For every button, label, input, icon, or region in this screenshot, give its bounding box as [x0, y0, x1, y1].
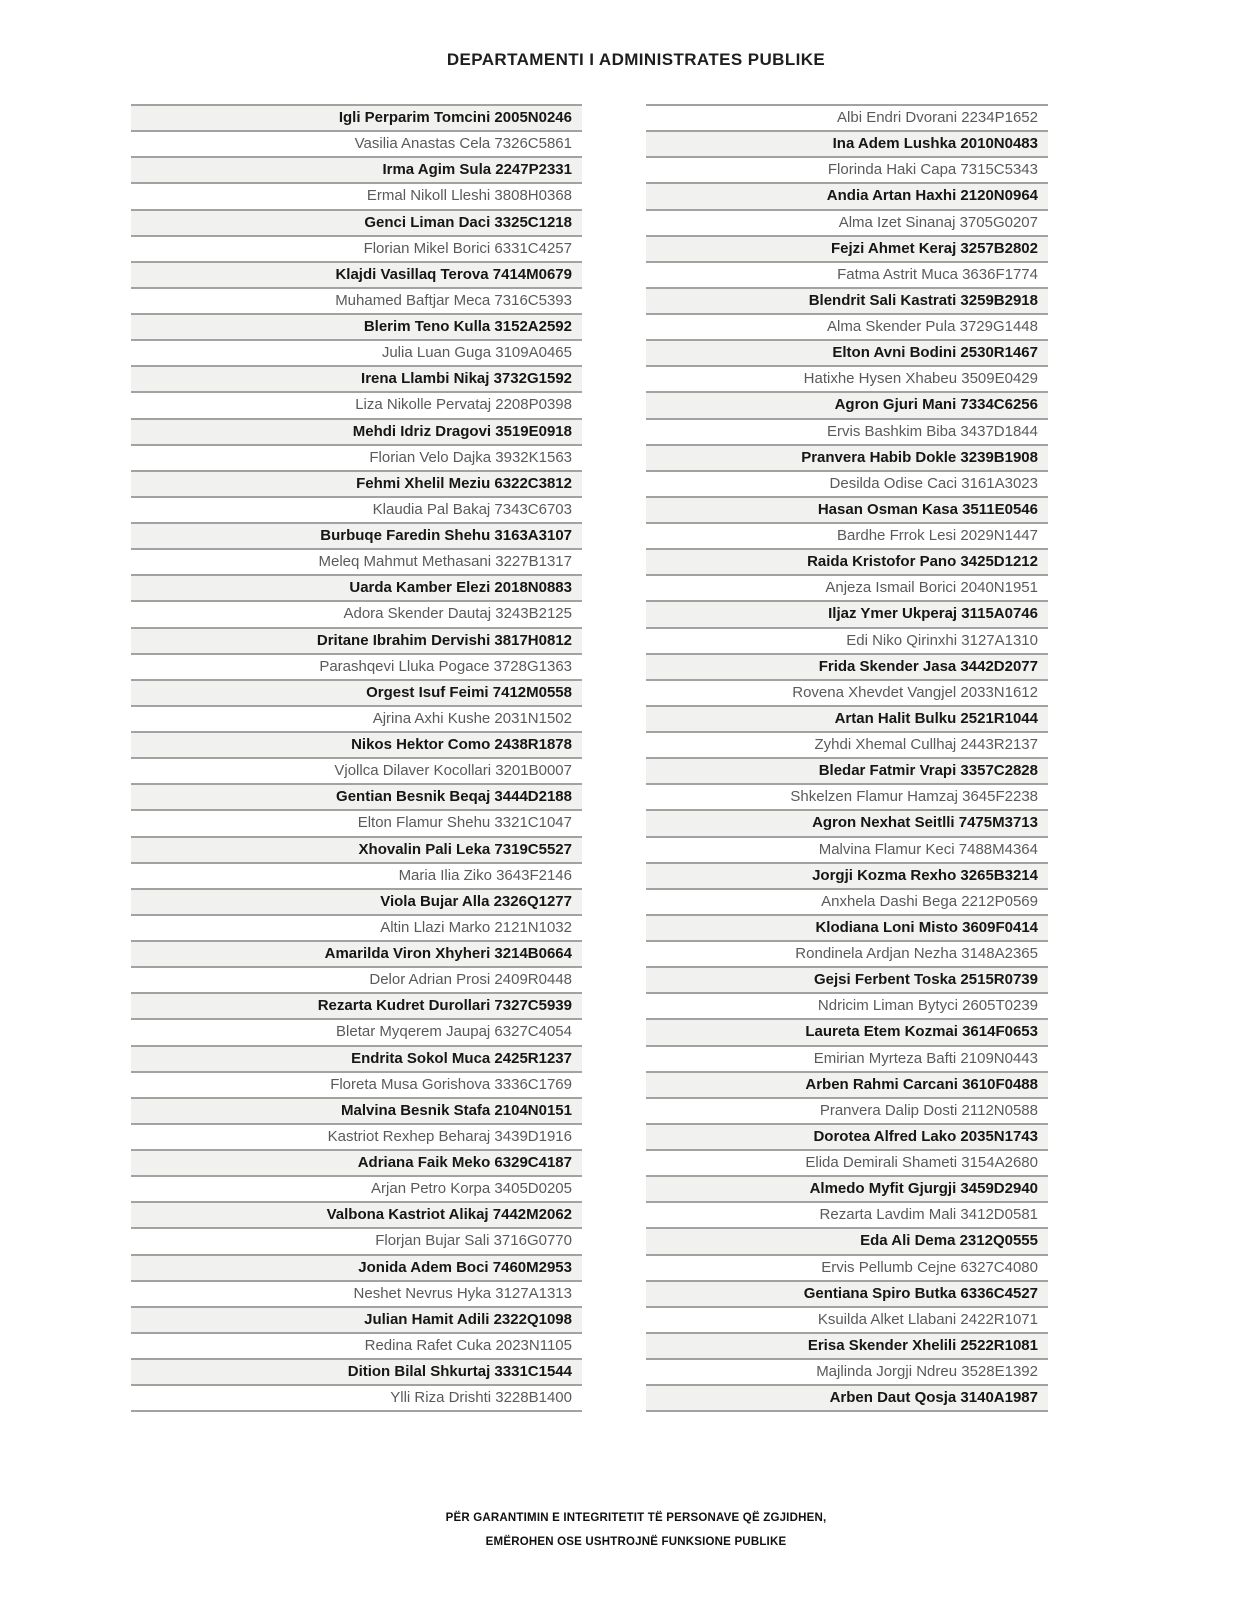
table-row: Jonida Adem Boci 7460M2953 — [131, 1256, 582, 1282]
table-row: Adora Skender Dautaj 3243B2125 — [131, 602, 582, 628]
table-row: Eda Ali Dema 2312Q0555 — [646, 1229, 1048, 1255]
table-row: Irena Llambi Nikaj 3732G1592 — [131, 367, 582, 393]
table-row: Uarda Kamber Elezi 2018N0883 — [131, 576, 582, 602]
table-row: Raida Kristofor Pano 3425D1212 — [646, 550, 1048, 576]
table-row: Erisa Skender Xhelili 2522R1081 — [646, 1334, 1048, 1360]
table-row: Burbuqe Faredin Shehu 3163A3107 — [131, 524, 582, 550]
table-row: Malvina Besnik Stafa 2104N0151 — [131, 1099, 582, 1125]
table-row: Floreta Musa Gorishova 3336C1769 — [131, 1073, 582, 1099]
table-row: Meleq Mahmut Methasani 3227B1317 — [131, 550, 582, 576]
page-title: DEPARTAMENTI I ADMINISTRATES PUBLIKE — [446, 50, 826, 69]
table-row: Anxhela Dashi Bega 2212P0569 — [646, 890, 1048, 916]
table-row: Hasan Osman Kasa 3511E0546 — [646, 498, 1048, 524]
table-row: Artan Halit Bulku 2521R1044 — [646, 707, 1048, 733]
table-row: Bardhe Frrok Lesi 2029N1447 — [646, 524, 1048, 550]
table-row: Florian Mikel Borici 6331C4257 — [131, 237, 582, 263]
table-row: Malvina Flamur Keci 7488M4364 — [646, 838, 1048, 864]
table-row: Almedo Myfit Gjurgji 3459D2940 — [646, 1177, 1048, 1203]
names-column-right — [646, 104, 1048, 1412]
table-row: Elton Avni Bodini 2530R1467 — [646, 341, 1048, 367]
table-row: Rovena Xhevdet Vangjel 2033N1612 — [646, 681, 1048, 707]
table-row: Frida Skender Jasa 3442D2077 — [646, 655, 1048, 681]
table-row: Ylli Riza Drishti 3228B1400 — [131, 1386, 582, 1412]
footer-line-2: EMËROHEN OSE USHTROJNË FUNKSIONE PUBLIKE — [485, 1536, 787, 1548]
table-row: Agron Nexhat Seitlli 7475M3713 — [646, 811, 1048, 837]
table-row: Alma Skender Pula 3729G1448 — [646, 315, 1048, 341]
table-row: Nikos Hektor Como 2438R1878 — [131, 733, 582, 759]
table-row: Ndricim Liman Bytyci 2605T0239 — [646, 994, 1048, 1020]
table-row: Florinda Haki Capa 7315C5343 — [646, 158, 1048, 184]
table-row: Amarilda Viron Xhyheri 3214B0664 — [131, 942, 582, 968]
table-row: Iljaz Ymer Ukperaj 3115A0746 — [646, 602, 1048, 628]
table-row: Parashqevi Lluka Pogace 3728G1363 — [131, 655, 582, 681]
table-row: Neshet Nevrus Hyka 3127A1313 — [131, 1282, 582, 1308]
page-footer — [36, 1506, 1236, 1554]
table-row: Endrita Sokol Muca 2425R1237 — [131, 1047, 582, 1073]
table-row: Arjan Petro Korpa 3405D0205 — [131, 1177, 582, 1203]
table-row: Gentiana Spiro Butka 6336C4527 — [646, 1282, 1048, 1308]
table-row: Genci Liman Daci 3325C1218 — [131, 211, 582, 237]
table-row: Hatixhe Hysen Xhabeu 3509E0429 — [646, 367, 1048, 393]
table-row: Shkelzen Flamur Hamzaj 3645F2238 — [646, 785, 1048, 811]
table-row: Desilda Odise Caci 3161A3023 — [646, 472, 1048, 498]
table-row: Altin Llazi Marko 2121N1032 — [131, 916, 582, 942]
table-row: Klaudia Pal Bakaj 7343C6703 — [131, 498, 582, 524]
table-row: Edi Niko Qirinxhi 3127A1310 — [646, 629, 1048, 655]
table-row: Blerim Teno Kulla 3152A2592 — [131, 315, 582, 341]
table-row: Bletar Myqerem Jaupaj 6327C4054 — [131, 1020, 582, 1046]
table-row: Alma Izet Sinanaj 3705G0207 — [646, 211, 1048, 237]
table-row: Dorotea Alfred Lako 2035N1743 — [646, 1125, 1048, 1151]
table-row: Ajrina Axhi Kushe 2031N1502 — [131, 707, 582, 733]
table-row: Mehdi Idriz Dragovi 3519E0918 — [131, 420, 582, 446]
table-row: Muhamed Baftjar Meca 7316C5393 — [131, 289, 582, 315]
footer-line-1: PËR GARANTIMIN E INTEGRITETIT TË PERSONAVE QË ZGJIDHEN, — [445, 1512, 827, 1524]
table-row: Rondinela Ardjan Nezha 3148A2365 — [646, 942, 1048, 968]
table-row: Jorgji Kozma Rexho 3265B3214 — [646, 864, 1048, 890]
table-row: Fatma Astrit Muca 3636F1774 — [646, 263, 1048, 289]
table-row: Agron Gjuri Mani 7334C6256 — [646, 393, 1048, 419]
table-row: Viola Bujar Alla 2326Q1277 — [131, 890, 582, 916]
table-row: Ervis Bashkim Biba 3437D1844 — [646, 420, 1048, 446]
table-row: Majlinda Jorgji Ndreu 3528E1392 — [646, 1360, 1048, 1386]
table-row: Florjan Bujar Sali 3716G0770 — [131, 1229, 582, 1255]
table-row: Orgest Isuf Feimi 7412M0558 — [131, 681, 582, 707]
table-row: Liza Nikolle Pervataj 2208P0398 — [131, 393, 582, 419]
table-row: Irma Agim Sula 2247P2331 — [131, 158, 582, 184]
table-row: Xhovalin Pali Leka 7319C5527 — [131, 838, 582, 864]
table-row: Kastriot Rexhep Beharaj 3439D1916 — [131, 1125, 582, 1151]
table-row: Rezarta Lavdim Mali 3412D0581 — [646, 1203, 1048, 1229]
table-row: Elton Flamur Shehu 3321C1047 — [131, 811, 582, 837]
table-row: Redina Rafet Cuka 2023N1105 — [131, 1334, 582, 1360]
table-row: Ina Adem Lushka 2010N0483 — [646, 132, 1048, 158]
table-row: Laureta Etem Kozmai 3614F0653 — [646, 1020, 1048, 1046]
table-row: Igli Perparim Tomcini 2005N0246 — [131, 106, 582, 132]
table-row: Ermal Nikoll Lleshi 3808H0368 — [131, 184, 582, 210]
table-row: Ervis Pellumb Cejne 6327C4080 — [646, 1256, 1048, 1282]
table-row: Vjollca Dilaver Kocollari 3201B0007 — [131, 759, 582, 785]
table-row: Albi Endri Dvorani 2234P1652 — [646, 106, 1048, 132]
table-row: Arben Daut Qosja 3140A1987 — [646, 1386, 1048, 1412]
table-row: Valbona Kastriot Alikaj 7442M2062 — [131, 1203, 582, 1229]
table-row: Pranvera Dalip Dosti 2112N0588 — [646, 1099, 1048, 1125]
table-row: Elida Demirali Shameti 3154A2680 — [646, 1151, 1048, 1177]
table-row: Gejsi Ferbent Toska 2515R0739 — [646, 968, 1048, 994]
table-row: Dition Bilal Shkurtaj 3331C1544 — [131, 1360, 582, 1386]
table-row: Zyhdi Xhemal Cullhaj 2443R2137 — [646, 733, 1048, 759]
table-row: Arben Rahmi Carcani 3610F0488 — [646, 1073, 1048, 1099]
table-row: Florian Velo Dajka 3932K1563 — [131, 446, 582, 472]
table-row: Bledar Fatmir Vrapi 3357C2828 — [646, 759, 1048, 785]
table-row: Rezarta Kudret Durollari 7327C5939 — [131, 994, 582, 1020]
table-row: Blendrit Sali Kastrati 3259B2918 — [646, 289, 1048, 315]
table-row: Delor Adrian Prosi 2409R0448 — [131, 968, 582, 994]
table-row: Maria Ilia Ziko 3643F2146 — [131, 864, 582, 890]
table-row: Ksuilda Alket Llabani 2422R1071 — [646, 1308, 1048, 1334]
table-row: Adriana Faik Meko 6329C4187 — [131, 1151, 582, 1177]
table-row: Fehmi Xhelil Meziu 6322C3812 — [131, 472, 582, 498]
table-row: Fejzi Ahmet Keraj 3257B2802 — [646, 237, 1048, 263]
table-row: Dritane Ibrahim Dervishi 3817H0812 — [131, 629, 582, 655]
table-row: Andia Artan Haxhi 2120N0964 — [646, 184, 1048, 210]
table-row: Pranvera Habib Dokle 3239B1908 — [646, 446, 1048, 472]
table-row: Gentian Besnik Beqaj 3444D2188 — [131, 785, 582, 811]
table-row: Emirian Myrteza Bafti 2109N0443 — [646, 1047, 1048, 1073]
table-row: Julian Hamit Adili 2322Q1098 — [131, 1308, 582, 1334]
table-row: Klodiana Loni Misto 3609F0414 — [646, 916, 1048, 942]
table-row: Klajdi Vasillaq Terova 7414M0679 — [131, 263, 582, 289]
names-column-left — [131, 104, 582, 1412]
table-row: Julia Luan Guga 3109A0465 — [131, 341, 582, 367]
table-row: Vasilia Anastas Cela 7326C5861 — [131, 132, 582, 158]
table-row: Anjeza Ismail Borici 2040N1951 — [646, 576, 1048, 602]
